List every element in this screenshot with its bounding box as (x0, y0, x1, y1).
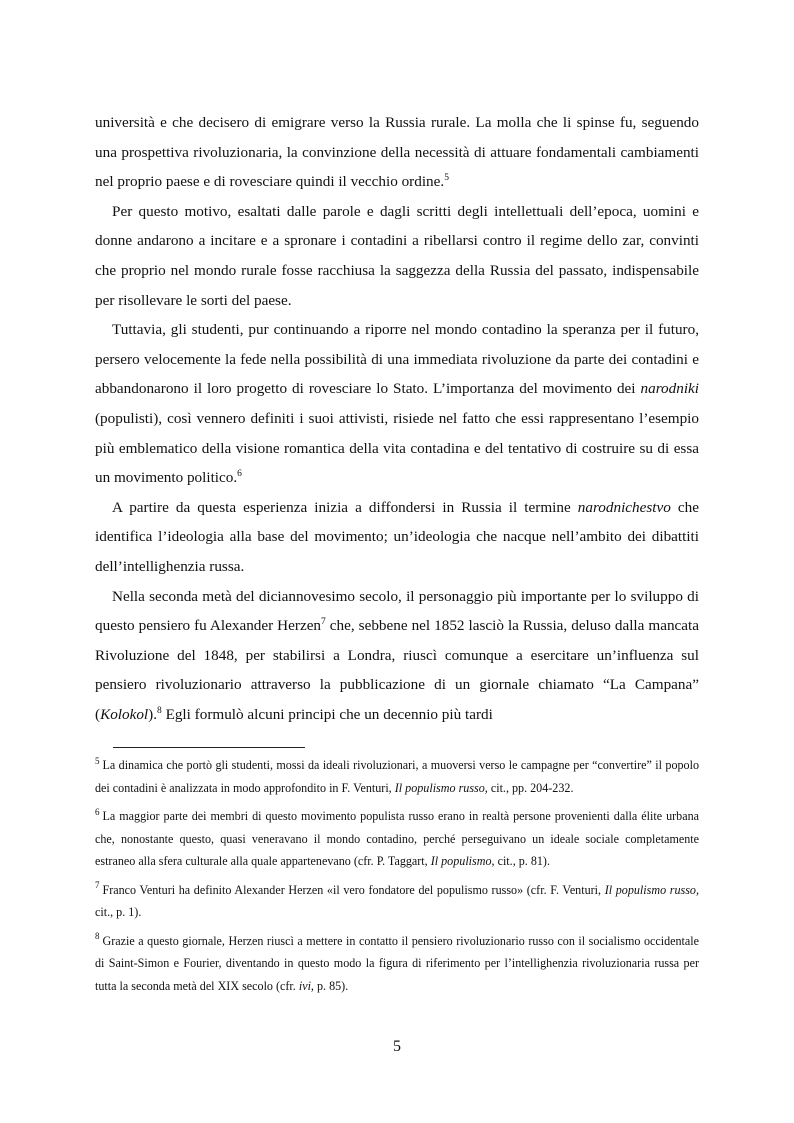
paragraph-text: che, sebbene nel 1852 lasciò la Russia, deluso dalla mancata Rivoluzione del 1848, per stabilirsi a Londra, riuscì comunque a esercitare un’influenza sul pensiero rivoluzionario attraverso la pubblicazione di un giornale chiamato “La Campana” ( (95, 617, 699, 723)
footnote-number: 6 (95, 806, 100, 817)
paragraph-1 (95, 108, 699, 197)
paragraph-text: università e che decisero di emigrare verso la Russia rurale. La molla che li spinse fu, seguendo una prospettiva rivoluzionaria, la convinzione della necessità di attuare fondamentali cambiamenti nel proprio paese e di rovesciare quindi il vecchio ordine. (95, 114, 699, 191)
footnote-text: Grazie a questo giornale, Herzen riuscì a mettere in contatto il pensiero rivoluzionario russo con il socialismo occidentale di Saint-Simon e Fourier, diventando in questo modo la figura di riferimento per l’intellighenzia rivoluzionaria russa per tutta la seconda metà del XIX secolo (cfr. (95, 933, 699, 993)
footnote-text: La maggior parte dei membri di questo movimento populista russo erano in realtà persone provenienti dalla élite urbana che, nonostante questo, quasi veneravano il mondo contadino, perché perseguivano un ideale sociale completamente estraneo alla sfera culturale alla quale appartenevano (cfr. P. Taggart, (95, 809, 699, 868)
footnote-6 (95, 805, 699, 873)
italic-term: narodniki (640, 380, 699, 398)
paragraph-text: A partire da questa esperienza inizia a diffondersi in Russia il termine (112, 498, 578, 516)
footnote-title: Il populismo russo, (604, 882, 699, 897)
paragraph-text: Nella seconda metà del diciannovesimo secolo, il personaggio più importante per lo sviluppo di questo pensiero fu Alexander Herzen (95, 587, 699, 635)
footnote-title: Il populismo (430, 854, 492, 868)
footnote-number: 7 (95, 880, 100, 891)
footnote-ref-8[interactable]: 8 (157, 705, 162, 716)
paragraph-2: Per questo motivo, esaltati dalle parole e dagli scritti degli intellettuali dell’epoca, uomini e donne andarono a incitare e a spronare i contadini a ribellarsi contro il regime dello zar, convinti che proprio nel mondo rurale fosse racchiusa la saggezza della Russia del passato, indispensabile per risollevare le sorti del paese. (95, 202, 699, 309)
paragraph-5 (95, 582, 699, 730)
paragraph-text: che identifica l’ideologia alla base del movimento; un’ideologia che nacque nell’ambito dei dibattiti dell’intellighenzia russa. (95, 498, 699, 575)
footnote-number: 5 (95, 755, 100, 766)
footnote-5 (95, 754, 699, 799)
paragraph-text: Egli formulò alcuni principi che un decennio più tardi (161, 705, 493, 723)
footnote-text: cit., pp. 204-232. (487, 780, 574, 795)
italic-term: Kolokol (100, 705, 149, 723)
footnotes (95, 754, 699, 1003)
paragraph-text: (populisti), così vennero definiti i suoi attivisti, risiede nel fatto che essi rappresentano l’esempio più emblematico della visione romantica della vita contadina e del tentativo di costruire su di essa un movimento politico. (95, 409, 699, 487)
footnote-ref-6[interactable]: 6 (237, 469, 242, 480)
footnote-text: p. 85). (313, 978, 349, 993)
page-number: 5 (393, 1038, 401, 1055)
paragraph-3 (95, 315, 699, 493)
footnote-title: ivi, (298, 978, 314, 993)
italic-term: narodnichestvo (577, 498, 671, 516)
footnote-text: La dinamica che portò gli studenti, mossi da ideali rivoluzionari, a muoversi verso le campagne per “convertire” il popolo dei contadini è analizzata in modo approfondito in F. Venturi, (95, 758, 699, 795)
paragraph-4 (95, 493, 699, 582)
footnote-text: , cit., p. 81). (491, 854, 550, 868)
page-body (95, 108, 699, 729)
paragraph-text: Tuttavia, gli studenti, pur continuando a riporre nel mondo contadino la speranza per il futuro, persero velocemente la fede nella possibilità di una immediata rivoluzione da parte dei contadini e abbandonarono il loro progetto di rovesciare lo Stato. L’importanza del movimento dei (95, 321, 699, 398)
footnote-7 (95, 879, 699, 924)
footnote-number: 8 (95, 931, 100, 942)
footnote-ref-7[interactable]: 7 (321, 617, 326, 628)
footnote-text: Franco Venturi ha definito Alexander Herzen «il vero fondatore del populismo russo» (cfr. F. Venturi, (102, 882, 605, 897)
footnote-text: cit., p. 1). (95, 905, 142, 919)
footnote-8 (95, 930, 699, 998)
footnote-title: Il populismo russo, (394, 780, 488, 795)
footnote-ref-5[interactable]: 5 (444, 173, 449, 184)
paragraph-text: ). (148, 705, 158, 723)
footnote-separator (113, 747, 305, 748)
